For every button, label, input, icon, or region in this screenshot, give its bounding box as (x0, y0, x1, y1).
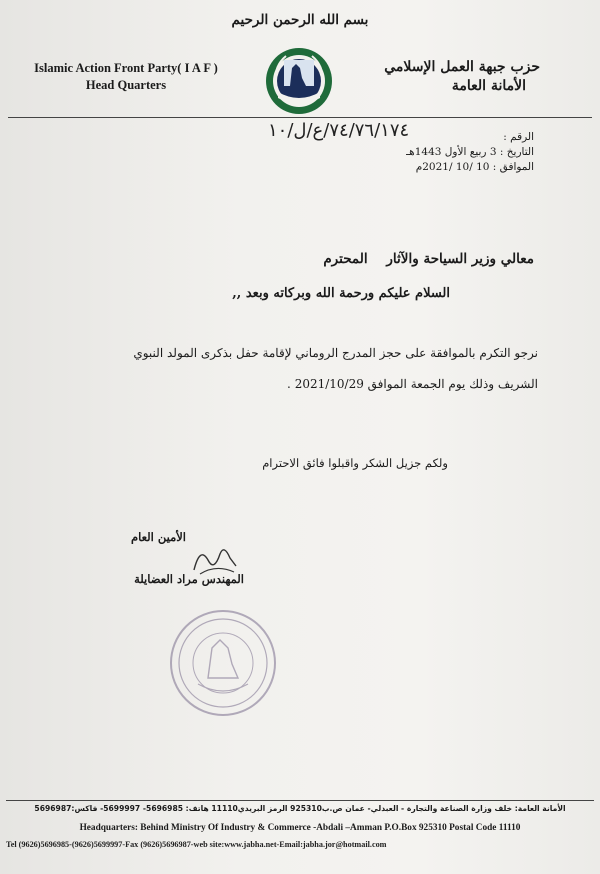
footer-address-english: Headquarters: Behind Ministry Of Industry & Commerce -Abdali –Amman P.O.Box 925310 Postal Code 11110 (79, 823, 521, 833)
footer-address-arabic: الأمانة العامة: خلف وزارة الصناعة والتجارة - العبدلي- عمان ص.ب925310 الرمز البريدي11110 هاتف: 5696985- 5699997- فاكس:5696987 (34, 804, 566, 813)
body-line-1: نرجو التكرم بالموافقة على حجز المدرج الروماني لإقامة حفل بذكرى المولد النبوي (133, 346, 538, 360)
reference-label: الرقم : (503, 131, 534, 143)
closing: ولكم جزيل الشكر واقبلوا فائق الاحترام (262, 456, 448, 470)
letterhead-arabic (384, 58, 540, 96)
party-logo (262, 46, 336, 116)
footer-contact: Tel (9626)5696985-(9626)5699997-Fax (9626)5696987-web site:www.jabha.net-Email:jabha.jor@hotmail.com (6, 840, 387, 849)
footer-divider (6, 800, 594, 801)
party-name-ar: حزب جبهة العمل الإسلامي (384, 59, 540, 75)
party-name-en: Islamic Action Front Party( I A F ) (34, 61, 218, 75)
basmala: بسم الله الرحمن الرحيم (231, 12, 369, 28)
hq-en: Head Quarters (85, 78, 167, 92)
addressee: معالي وزير السياحة والآثار المحترم (323, 251, 534, 267)
hq-ar: الأمانة العامة (451, 78, 526, 94)
official-stamp (168, 608, 278, 718)
reference-number-handwritten: ٧٤/٧٦/١٧٤/ع/ل/١٠ (268, 120, 410, 141)
header-divider (8, 117, 592, 118)
letterhead-english (8, 60, 244, 94)
signatory-name: المهندس مراد العضايلة (134, 572, 244, 586)
date-hijri: التاريخ : 3 ربيع الأول 1443هـ (406, 146, 534, 158)
body-line-2: الشريف وذلك يوم الجمعة الموافق 2021/10/29 . (287, 377, 538, 391)
date-gregorian: الموافق : 10 /10 /2021م (415, 161, 534, 173)
reference-block (406, 130, 534, 175)
signatory-title: الأمين العام (130, 530, 186, 544)
greeting: السلام عليكم ورحمة الله وبركاته وبعد ,, (232, 286, 450, 301)
